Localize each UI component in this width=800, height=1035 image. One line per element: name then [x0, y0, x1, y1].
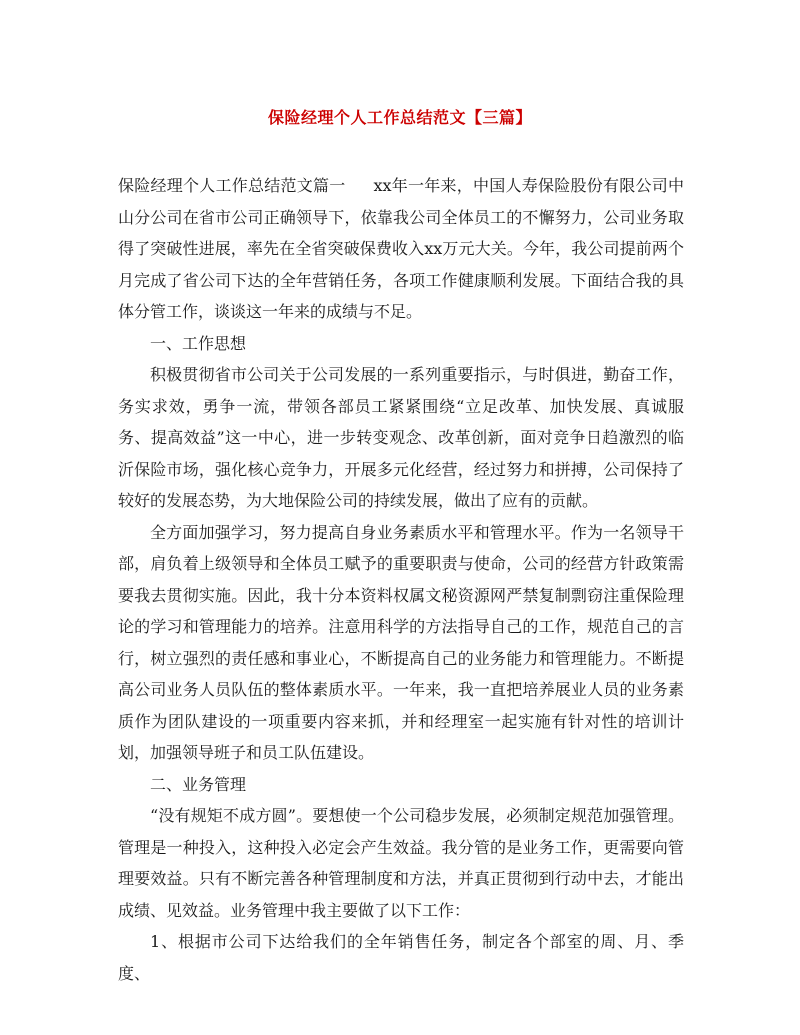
lead-text: xx年一年来，中国人寿保险股份有限公司中山分公司在省市公司正确领导下，依靠我公司全体员工的不懈努力，公司业务取得了突破性进展，率先在全省突破保费收入xx万元大关。今年，我公司提前两个月完成了省公司下达的全年营销任务，各项工作健康顺利发展。下面结合我的具体分管工作，谈谈这一年来的成绩与不足。	[118, 176, 684, 321]
section-heading-1: 一、工作思想	[150, 333, 247, 353]
paragraph-1: 积极贯彻省市公司关于公司发展的一系列重要指示，与时俱进，勤奋工作，务实求效，勇争一流，带领各部员工紧紧围绕“立足改革、加快发展、真诚服务、提高效益”这一中心，进一步转变观念、改革创新，面对竞争日趋激烈的临沂保险市场，强化核心竞争力，开展多元化经营，经过努力和拼搏，公司保持了较好的发展态势，为大地保险公司的持续发展，做出了应有的贡献。	[118, 365, 684, 510]
paragraph-2: 全方面加强学习，努力提高自身业务素质水平和管理水平。作为一名领导干部，肩负着上级领导和全体员工赋予的重要职责与使命，公司的经营方针政策需要我去贯彻实施。因此，我十分本资料权属文秘资源网严禁复制剽窃注重保险理论的学习和管理能力的培养。注意用科学的方法指导自己的工作，规范自己的言行，树立强烈的责任感和事业心，不断提高自己的业务能力和管理能力。不断提高公司业务人员队伍的整体素质水平。一年来，我一直把培养展业人员的业务素质作为团队建设的一项重要内容来抓，并和经理室一起实施有针对性的培训计划，加强领导班子和员工队伍建设。	[118, 522, 684, 762]
paragraph-3: “没有规矩不成方圆”。要想使一个公司稳步发展，必须制定规范加强管理。管理是一种投入，这种投入必定会产生效益。我分管的是业务工作，更需要向管理要效益。只有不断完善各种管理制度和方法，并真正贯彻到行动中去，才能出成绩、见效益。业务管理中我主要做了以下工作：	[118, 806, 684, 920]
lead-paragraph	[118, 170, 684, 328]
lead-label: 保险经理个人工作总结范文篇一	[118, 176, 346, 195]
document-title: 保险经理个人工作总结范文【三篇】	[267, 108, 532, 127]
section-heading-2: 二、业务管理	[150, 774, 247, 794]
document-body	[118, 170, 684, 989]
paragraph-4: 1、根据市公司下达给我们的全年销售任务，制定各个部室的周、月、季度、	[118, 932, 684, 983]
